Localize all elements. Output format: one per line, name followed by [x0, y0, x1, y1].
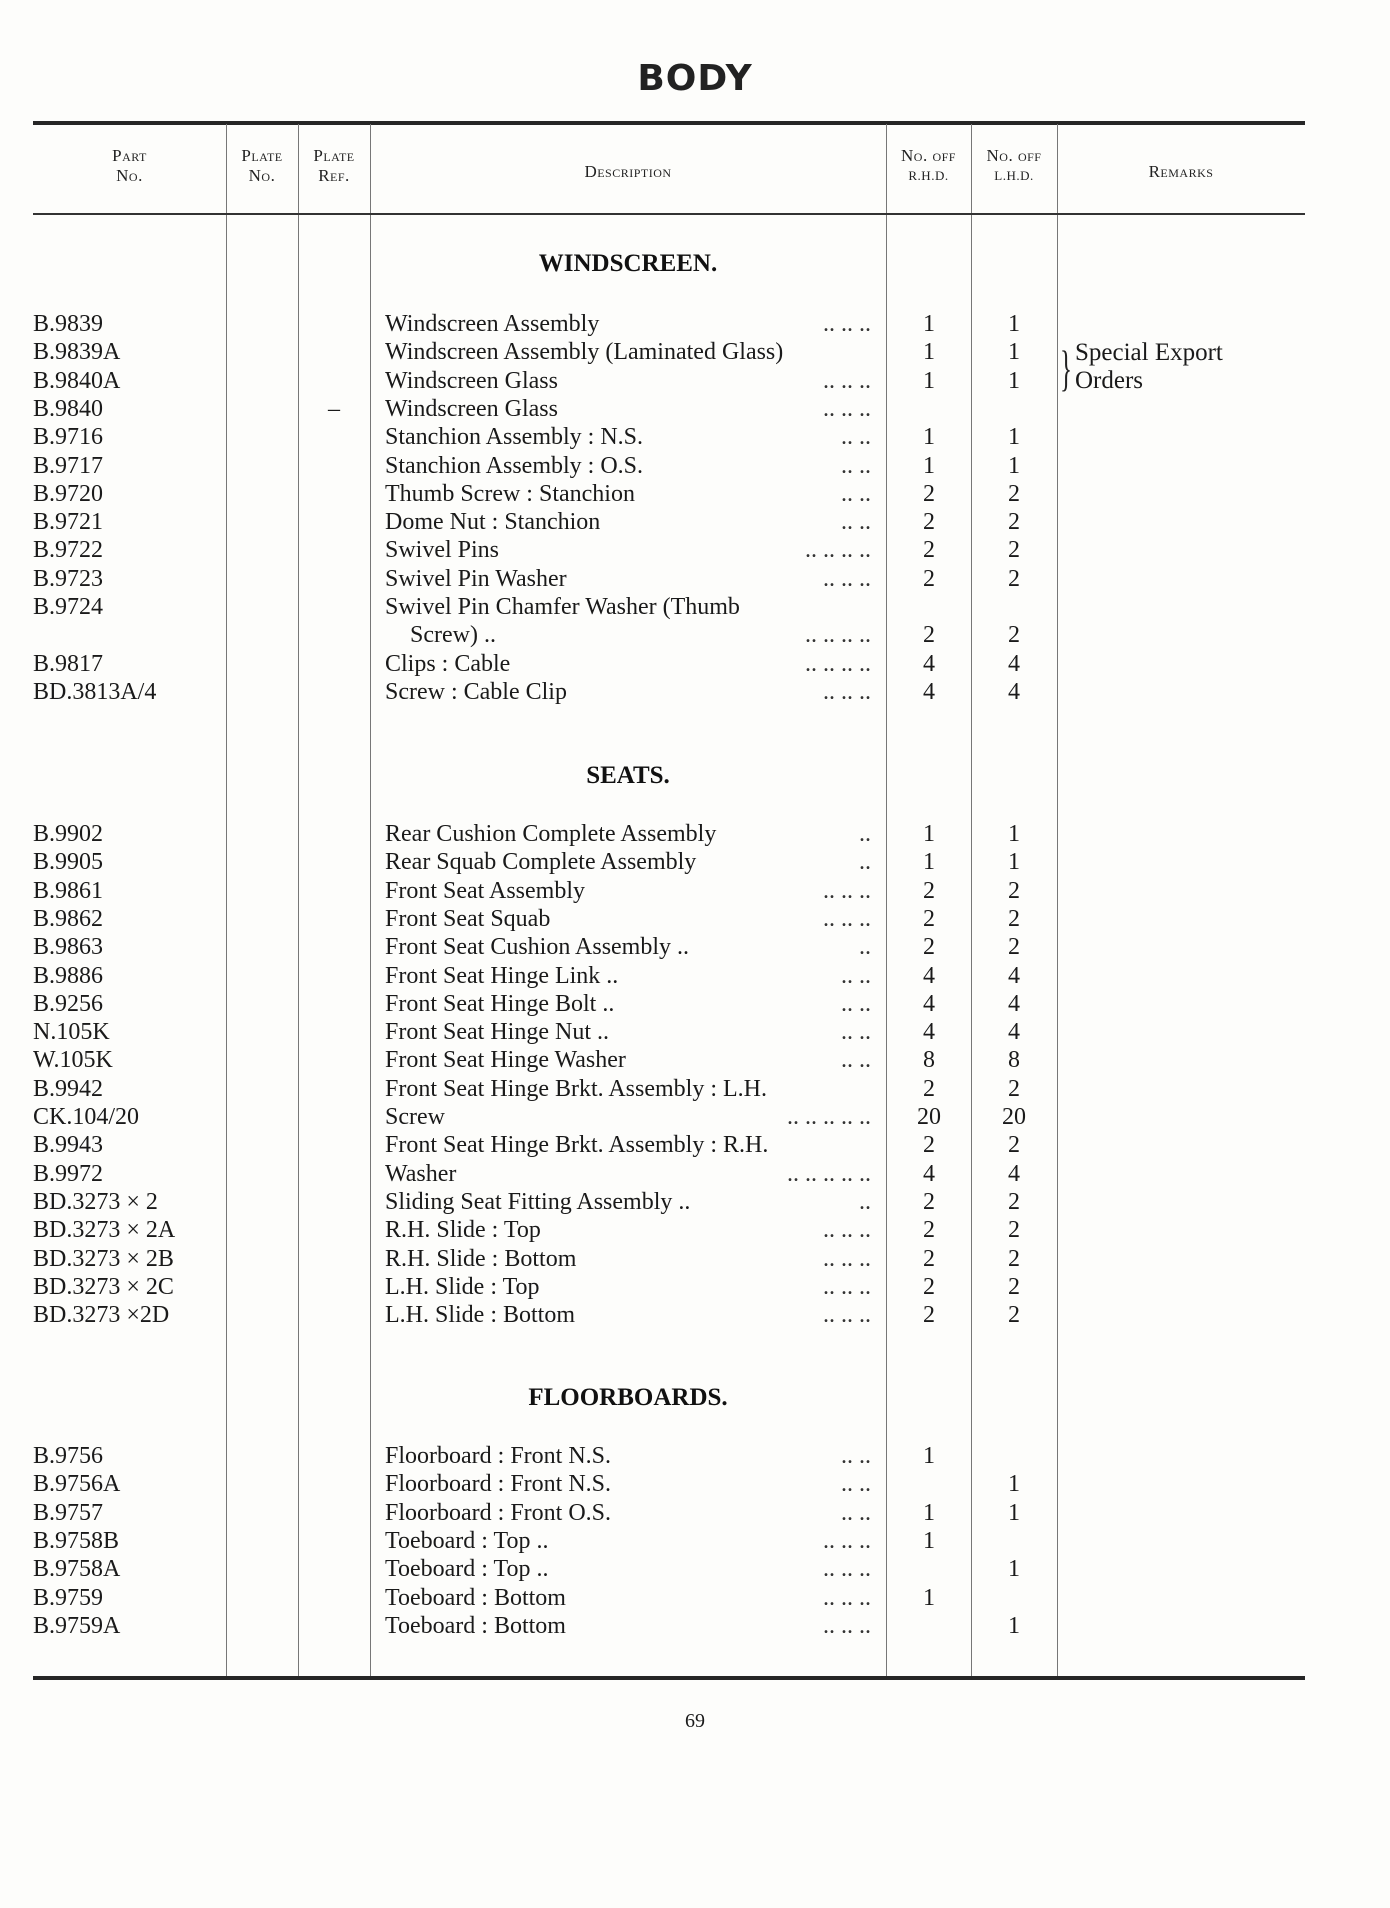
leader-dots: .. .. .. ..	[805, 622, 871, 649]
description-text: Front Seat Cushion Assembly ..	[385, 934, 693, 960]
description-text: Front Seat Hinge Brkt. Assembly : R.H.	[385, 1132, 772, 1158]
description	[410, 621, 871, 649]
description	[385, 1527, 871, 1555]
description-text: Front Seat Hinge Nut ..	[385, 1019, 613, 1045]
quantity-rhd: 2	[923, 565, 935, 592]
quantity-lhd: 2	[1008, 1075, 1020, 1102]
part-number: BD.3273 ×2D	[33, 1302, 170, 1329]
quantity-rhd: 2	[923, 1273, 935, 1300]
quantity-lhd: 2	[1008, 565, 1020, 592]
part-number: BD.3273 × 2A	[33, 1217, 176, 1244]
quantity-lhd: 4	[1008, 1160, 1020, 1187]
description	[385, 423, 871, 451]
header-rhd-line1: No. off	[901, 146, 956, 165]
part-number: BD.3273 × 2B	[33, 1245, 174, 1272]
description-text: R.H. Slide : Bottom	[385, 1246, 580, 1272]
quantity-rhd: 2	[923, 622, 935, 649]
part-number: B.9862	[33, 905, 104, 932]
part-number: BD.3813A/4	[33, 678, 157, 705]
column-divider	[1057, 124, 1058, 1677]
leader-dots: ..	[859, 821, 871, 847]
quantity-rhd: 1	[923, 1443, 935, 1469]
quantity-rhd: 2	[923, 509, 935, 536]
part-number: B.9840	[33, 395, 104, 422]
quantity-lhd: 2	[1008, 509, 1020, 536]
leader-dots: .. .. .. ..	[805, 537, 871, 564]
description	[385, 508, 871, 536]
quantity-lhd: 4	[1008, 678, 1020, 705]
description-text: Screw	[385, 1104, 449, 1130]
leader-dots: .. .. ..	[823, 311, 871, 337]
description-text: Floorboard : Front N.S.	[385, 1443, 615, 1469]
part-number: B.9886	[33, 962, 104, 989]
plate-ref: –	[328, 395, 340, 422]
quantity-lhd: 1	[1008, 1556, 1020, 1583]
part-number: BD.3273 × 2	[33, 1188, 158, 1215]
part-number: B.9256	[33, 990, 104, 1017]
leader-dots: .. .. ..	[823, 877, 871, 904]
description	[385, 1499, 871, 1527]
description-text: Rear Squab Complete Assembly	[385, 849, 700, 875]
column-divider	[298, 124, 299, 1677]
leader-dots: .. ..	[841, 1443, 871, 1469]
description-text: Dome Nut : Stanchion	[385, 509, 604, 535]
quantity-rhd: 2	[923, 1188, 935, 1215]
header-remarks: Remarks	[1148, 162, 1214, 181]
part-number: N.105K	[33, 1019, 110, 1046]
part-number: B.9863	[33, 934, 104, 961]
description-text: Windscreen Glass	[385, 396, 562, 422]
part-number: B.9861	[33, 877, 104, 904]
part-number: B.9716	[33, 424, 104, 451]
description-text: Swivel Pin Chamfer Washer (Thumb	[385, 594, 744, 620]
header-plate-ref	[298, 146, 370, 186]
part-number: B.9758A	[33, 1556, 121, 1583]
part-number: B.9720	[33, 480, 104, 507]
description	[385, 678, 871, 706]
quantity-lhd: 1	[1008, 821, 1020, 847]
description-text: Front Seat Squab	[385, 906, 554, 932]
description	[385, 452, 871, 480]
section-heading: SEATS.	[586, 762, 670, 789]
quantity-rhd: 2	[923, 1217, 935, 1244]
quantity-lhd: 1	[1008, 339, 1020, 366]
description	[385, 310, 871, 338]
leader-dots: .. ..	[841, 1471, 871, 1498]
quantity-rhd: 4	[923, 990, 935, 1017]
header-plate-ref-line2: Ref.	[318, 166, 350, 185]
description	[385, 1612, 871, 1640]
column-divider	[226, 124, 227, 1677]
leader-dots: .. ..	[841, 990, 871, 1017]
quantity-rhd: 1	[923, 424, 935, 451]
description-text: Rear Cushion Complete Assembly	[385, 821, 720, 847]
leader-dots: .. .. ..	[823, 1273, 871, 1300]
quantity-rhd: 2	[923, 1245, 935, 1272]
part-number: B.9721	[33, 509, 104, 536]
quantity-rhd: 2	[923, 934, 935, 961]
description-text: Screw) ..	[410, 622, 500, 648]
description-text: Front Seat Hinge Brkt. Assembly : L.H.	[385, 1076, 771, 1102]
quantity-rhd: 2	[923, 537, 935, 564]
quantity-rhd: 4	[923, 962, 935, 989]
column-divider	[370, 124, 371, 1677]
quantity-rhd: 1	[923, 311, 935, 337]
header-part-no-line2: No.	[116, 166, 143, 185]
description	[385, 1301, 871, 1329]
part-number: BD.3273 × 2C	[33, 1273, 174, 1300]
leader-dots: .. .. ..	[823, 1302, 871, 1329]
description-text: Stanchion Assembly : O.S.	[385, 453, 647, 479]
quantity-rhd: 1	[923, 367, 935, 394]
quantity-rhd: 2	[923, 480, 935, 507]
description	[385, 338, 871, 366]
part-number: B.9817	[33, 650, 104, 677]
part-number: B.9943	[33, 1132, 104, 1159]
description-text: Toeboard : Top ..	[385, 1528, 553, 1554]
quantity-lhd: 4	[1008, 962, 1020, 989]
quantity-rhd: 4	[923, 650, 935, 677]
leader-dots: .. ..	[841, 962, 871, 989]
description	[385, 395, 871, 423]
quantity-lhd: 2	[1008, 1245, 1020, 1272]
description-text: Toeboard : Bottom	[385, 1613, 570, 1639]
part-number: B.9756A	[33, 1471, 121, 1498]
description-text: Windscreen Assembly (Laminated Glass)	[385, 339, 787, 365]
description	[385, 1103, 871, 1131]
quantity-rhd: 1	[923, 1527, 935, 1554]
description-text: Toeboard : Bottom	[385, 1585, 570, 1611]
quantity-rhd: 1	[923, 339, 935, 366]
leader-dots: .. .. ..	[823, 395, 871, 422]
quantity-lhd: 2	[1008, 1188, 1020, 1215]
part-number: B.9724	[33, 594, 104, 620]
description-text: Front Seat Assembly	[385, 878, 589, 904]
description	[385, 480, 871, 508]
part-number: B.9839A	[33, 339, 121, 366]
description	[385, 905, 871, 933]
bottom-rule	[33, 1676, 1305, 1680]
quantity-rhd: 1	[923, 849, 935, 876]
quantity-rhd: 4	[923, 1160, 935, 1187]
leader-dots: .. .. ..	[823, 1612, 871, 1639]
leader-dots: ..	[859, 934, 871, 961]
description-text: Floorboard : Front N.S.	[385, 1471, 615, 1497]
description-text: Screw : Cable Clip	[385, 679, 571, 705]
quantity-rhd: 8	[923, 1047, 935, 1074]
description	[385, 1018, 871, 1046]
part-number: B.9942	[33, 1075, 104, 1102]
quantity-rhd: 1	[923, 452, 935, 479]
leader-dots: .. .. ..	[823, 905, 871, 932]
page-title: BODY	[637, 58, 753, 99]
description-text: Floorboard : Front O.S.	[385, 1500, 615, 1526]
description-text: Toeboard : Top ..	[385, 1556, 553, 1582]
leader-dots: .. .. ..	[823, 1245, 871, 1272]
quantity-lhd: 1	[1008, 1471, 1020, 1498]
description-text: Front Seat Hinge Link ..	[385, 963, 622, 989]
quantity-lhd: 2	[1008, 480, 1020, 507]
quantity-lhd: 8	[1008, 1047, 1020, 1074]
quantity-lhd: 1	[1008, 849, 1020, 876]
description	[385, 1442, 871, 1470]
leader-dots: .. .. ..	[823, 367, 871, 394]
quantity-lhd: 2	[1008, 1132, 1020, 1159]
description	[385, 990, 871, 1018]
description-text: R.H. Slide : Top	[385, 1217, 545, 1243]
description	[385, 536, 871, 564]
header-rhd-line2: R.H.D.	[908, 168, 949, 183]
remark-line2: Orders	[1075, 367, 1144, 394]
part-number: B.9902	[33, 821, 104, 847]
description-text: Windscreen Assembly	[385, 311, 603, 337]
quantity-lhd: 2	[1008, 1273, 1020, 1300]
description	[385, 933, 871, 961]
quantity-lhd: 1	[1008, 1499, 1020, 1526]
description	[385, 565, 871, 593]
description-text: Clips : Cable	[385, 651, 514, 677]
description	[385, 1470, 871, 1498]
part-number: B.9839	[33, 311, 104, 337]
description	[385, 1273, 871, 1301]
header-plate-no	[226, 146, 298, 186]
quantity-lhd: 2	[1008, 877, 1020, 904]
quantity-rhd: 1	[923, 821, 935, 847]
leader-dots: .. .. .. .. ..	[787, 1160, 871, 1187]
description	[385, 1245, 871, 1273]
description-text: Front Seat Hinge Washer	[385, 1047, 630, 1073]
leader-dots: .. .. ..	[823, 678, 871, 705]
header-lhd-line1: No. off	[986, 146, 1042, 165]
description	[385, 1075, 871, 1103]
part-number: B.9972	[33, 1160, 104, 1187]
leader-dots: .. ..	[841, 1047, 871, 1074]
quantity-rhd: 2	[923, 1132, 935, 1159]
leader-dots: .. ..	[841, 1499, 871, 1526]
quantity-lhd: 2	[1008, 1217, 1020, 1244]
quantity-lhd: 2	[1008, 905, 1020, 932]
quantity-rhd: 4	[923, 678, 935, 705]
part-number: B.9759	[33, 1584, 104, 1611]
section-heading: FLOORBOARDS.	[528, 1384, 728, 1411]
leader-dots: .. .. ..	[823, 565, 871, 592]
remark-special-export	[1075, 339, 1223, 395]
section-heading: WINDSCREEN.	[538, 250, 718, 277]
leader-dots: ..	[859, 1188, 871, 1215]
quantity-lhd: 2	[1008, 537, 1020, 564]
description-text: Stanchion Assembly : N.S.	[385, 424, 647, 450]
description	[385, 1131, 871, 1159]
quantity-lhd: 4	[1008, 650, 1020, 677]
header-part-no-line1: Part	[112, 146, 147, 165]
part-number: B.9759A	[33, 1612, 121, 1639]
header-plate-ref-line1: Plate	[313, 146, 355, 165]
description-text: Swivel Pin Washer	[385, 566, 571, 592]
quantity-lhd: 1	[1008, 452, 1020, 479]
description-text: L.H. Slide : Bottom	[385, 1302, 579, 1328]
quantity-lhd: 2	[1008, 1302, 1020, 1329]
quantity-lhd: 1	[1008, 367, 1020, 394]
leader-dots: .. ..	[841, 1019, 871, 1046]
description	[385, 820, 871, 848]
quantity-rhd: 2	[923, 1302, 935, 1329]
description	[385, 877, 871, 905]
quantity-rhd: 20	[917, 1104, 941, 1130]
header-lhd-line2: L.H.D.	[994, 168, 1034, 183]
description-text: Washer	[385, 1161, 460, 1187]
leader-dots: .. .. ..	[823, 1217, 871, 1244]
header-rule	[33, 213, 1305, 215]
leader-dots: .. .. ..	[823, 1584, 871, 1611]
header-part-no	[33, 146, 226, 186]
header-description: Description	[584, 162, 672, 181]
description-text: L.H. Slide : Top	[385, 1274, 544, 1300]
description	[385, 962, 871, 990]
remark-line1: Special Export	[1075, 339, 1223, 366]
description-text: Swivel Pins	[385, 537, 503, 563]
quantity-rhd: 2	[923, 877, 935, 904]
header-no-off-rhd	[886, 146, 971, 186]
header-plate-no-line2: No.	[248, 166, 276, 185]
quantity-lhd: 4	[1008, 990, 1020, 1017]
description	[385, 650, 871, 678]
part-number: B.9723	[33, 565, 104, 592]
description-text: Windscreen Glass	[385, 368, 562, 394]
description-text: Sliding Seat Fitting Assembly ..	[385, 1189, 694, 1215]
description	[385, 1584, 871, 1612]
description	[385, 593, 871, 621]
part-number: B.9717	[33, 452, 104, 479]
leader-dots: ..	[859, 849, 871, 876]
top-rule	[33, 121, 1305, 125]
leader-dots: .. .. .. ..	[805, 650, 871, 677]
quantity-lhd: 4	[1008, 1019, 1020, 1046]
description	[385, 1555, 871, 1583]
description	[385, 848, 871, 876]
quantity-lhd: 20	[1002, 1104, 1026, 1130]
quantity-lhd: 1	[1008, 424, 1020, 451]
part-number: B.9905	[33, 849, 104, 876]
leader-dots: .. ..	[841, 452, 871, 479]
description	[385, 1216, 871, 1244]
description	[385, 1046, 871, 1074]
part-number: CK.104/20	[33, 1104, 140, 1130]
quantity-lhd: 1	[1008, 1612, 1020, 1639]
part-number: B.9840A	[33, 367, 121, 394]
description	[385, 1188, 871, 1216]
description-text: Front Seat Hinge Bolt ..	[385, 991, 618, 1017]
leader-dots: .. .. ..	[823, 1556, 871, 1583]
part-number: B.9757	[33, 1499, 104, 1526]
leader-dots: .. .. .. .. ..	[787, 1104, 871, 1130]
quantity-lhd: 2	[1008, 622, 1020, 649]
quantity-rhd: 1	[923, 1584, 935, 1611]
leader-dots: .. ..	[841, 509, 871, 536]
header-plate-no-line1: Plate	[241, 146, 283, 165]
quantity-rhd: 2	[923, 1075, 935, 1102]
description	[385, 367, 871, 395]
header-no-off-lhd	[971, 146, 1057, 186]
quantity-lhd: 1	[1008, 311, 1020, 337]
part-number: B.9722	[33, 537, 104, 564]
leader-dots: .. ..	[841, 480, 871, 507]
part-number: B.9758B	[33, 1527, 120, 1554]
description-text: Thumb Screw : Stanchion	[385, 481, 639, 507]
quantity-lhd: 2	[1008, 934, 1020, 961]
page-number: 69	[685, 1710, 705, 1732]
quantity-rhd: 4	[923, 1019, 935, 1046]
quantity-rhd: 1	[923, 1499, 935, 1526]
part-number: W.105K	[33, 1047, 113, 1074]
leader-dots: .. ..	[841, 424, 871, 451]
description	[385, 1160, 871, 1188]
quantity-rhd: 2	[923, 905, 935, 932]
leader-dots: .. .. ..	[823, 1527, 871, 1554]
part-number: B.9756	[33, 1443, 104, 1469]
brace-icon: }	[1060, 340, 1072, 396]
